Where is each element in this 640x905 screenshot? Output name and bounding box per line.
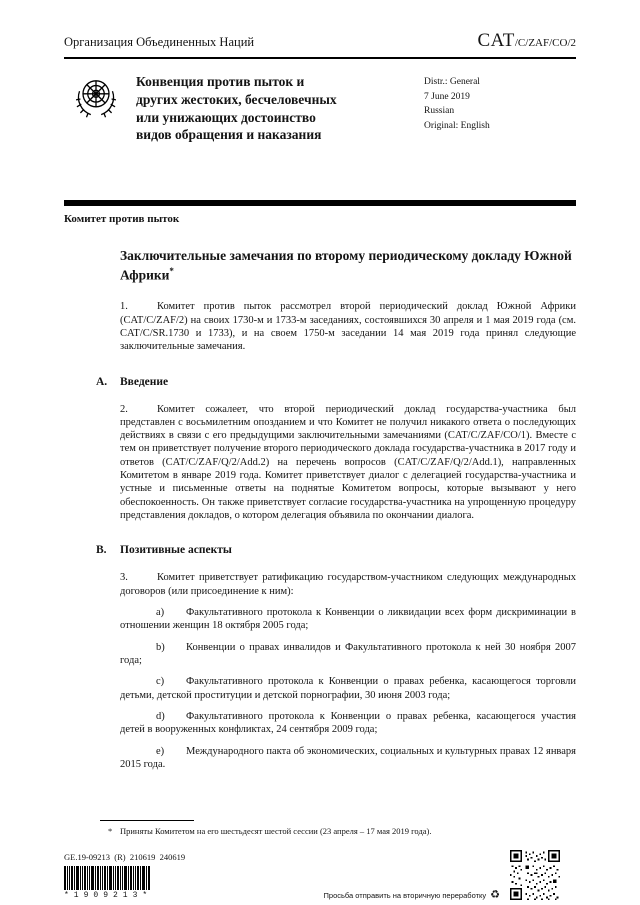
list-item-text: Международного пакта об экономических, социальных и культурных правах 12 января 2015 года.	[120, 745, 576, 771]
recycle-icon: ♻	[490, 889, 500, 901]
convention-title-line: или унижающих достоинство	[136, 109, 316, 125]
un-emblem-icon	[70, 73, 122, 125]
document-symbol-rest: /C/ZAF/CO/2	[514, 37, 576, 49]
organization-name: Организация Объединенных Наций	[64, 35, 255, 49]
footnote-text: Приняты Комитетом на его шестьдесят шестой сессии (23 апреля – 17 мая 2019 года).	[120, 826, 432, 836]
footnote-reference-mark: *	[169, 266, 174, 277]
document-symbol	[477, 30, 576, 52]
distr-line: Original: English	[424, 121, 490, 132]
list-item	[120, 710, 576, 737]
footnote	[64, 826, 576, 836]
convention-title-line: Конвенция против пыток и	[136, 74, 305, 89]
list-item	[120, 675, 576, 702]
list-item-label: d)	[156, 711, 165, 723]
list-item	[120, 745, 576, 772]
distribution-block	[424, 73, 576, 144]
paragraph-1	[120, 300, 576, 353]
barcode-block	[64, 866, 152, 900]
document-symbol-main: CAT	[477, 30, 515, 51]
distr-line: Russian	[424, 106, 455, 117]
list-item-text: Факультативного протокола к Конвенции о правах ребенка, касающегося торговли детьми, детской проституции и детской порнографии, 30 июня 2003 года;	[120, 676, 576, 701]
paragraph-text: Комитет сожалеет, что второй периодический доклад государства-участника был представлен с восьмилетним опозданием и что Комитет не получил никакого ответа о последующих действиях в связи с его предыдущими заключительными замечаниями (CAT/C/ZAF/CO/1). Вместе с тем он приветствует получение второго периодического доклада государства-участника в 2017 году и ответов (CAT/C/ZAF/Q/2/Add.2) на перечень вопросов (CAT/C/ZAF/Q/2/Add.1), направленных Комитетом в январе 2019 года. Комитет приветствует диалог с делегацией государства-участника и устные и письменные ответы на поднятые Комитетом вопросы, которые вызывают у него обеспокоенность. Он также приветствует согласие государства-участника на упрощенную процедуру представления докладов, о котором делегация объявила по окончании диалога.	[120, 403, 576, 522]
committee-name: Комитет против пыток	[64, 213, 180, 226]
barcode	[64, 866, 152, 890]
barcode-text: *1909213*	[64, 891, 153, 900]
document-title-text: Заключительные замечания по второму периодическому докладу Южной Африки	[120, 248, 572, 283]
section-letter: A.	[96, 375, 108, 388]
paragraph-number: 1.	[120, 301, 128, 313]
convention-title-line: видов обращения и наказания	[136, 127, 322, 143]
paragraph-text: Комитет против пыток рассмотрел второй периодический доклад Южной Африки (CAT/C/ZAF/2) на своих 1730-м и 1733-м заседаниях, состоявшихся 30 апреля и 1 мая 2019 года (см. CAT/C/SR.1730 и 1733), и на своем 1750-м заседании 14 мая 2019 года принял следующие заключительные замечания.	[120, 301, 576, 353]
distr-line: Distr.: General	[424, 77, 480, 87]
document-title	[120, 247, 572, 285]
paragraph-3	[120, 571, 576, 598]
section-title: Позитивные аспекты	[120, 544, 232, 557]
footnote-block	[64, 820, 576, 836]
paragraph-number: 2.	[120, 403, 128, 415]
list-item	[120, 641, 576, 668]
list-item-text: Факультативного протокола к Конвенции о правах ребенка, касающегося участия детей в вооруженных конфликтах, 24 сентября 2009 года;	[120, 711, 576, 736]
list-item-text: Факультативного протокола к Конвенции о ликвидации всех форм дискриминации в отношении женщин 18 октября 2005 года;	[120, 607, 576, 632]
paragraph-number: 3.	[120, 572, 128, 584]
recycle-notice	[324, 890, 500, 901]
section-heading-a	[96, 376, 576, 388]
list-item	[120, 606, 576, 633]
list-item-label: a)	[156, 607, 165, 619]
masthead	[64, 73, 576, 144]
paragraph-2	[120, 403, 576, 523]
page-header	[64, 0, 576, 52]
list-item-text: Конвенции о правах инвалидов и Факультативного протокола к ней 30 ноября 2007 года;	[120, 641, 576, 667]
header-rule	[64, 57, 576, 59]
convention-title-line: других жестоких, бесчеловечных	[136, 91, 337, 107]
section-heading-b	[96, 544, 576, 556]
distr-line: 7 June 2019	[424, 91, 470, 102]
qr-code	[510, 850, 560, 900]
convention-title	[136, 73, 414, 144]
list-item-label: c)	[156, 676, 165, 688]
ge-number: GE.19-09213 (R) 210619 240619	[64, 852, 186, 862]
recycle-text: Просьба отправить на вторичную переработку	[323, 891, 487, 900]
section-title: Введение	[120, 375, 169, 388]
list-item-label: e)	[156, 745, 165, 757]
section-separator-band	[64, 200, 576, 206]
section-letter: B.	[96, 544, 107, 557]
paragraph-text: Комитет приветствует ратификацию государством-участником следующих международных договоров (или присоединение к ним):	[120, 572, 576, 597]
footnote-mark: *	[108, 826, 113, 836]
list-item-label: b)	[156, 641, 165, 653]
footnote-rule	[100, 820, 194, 821]
